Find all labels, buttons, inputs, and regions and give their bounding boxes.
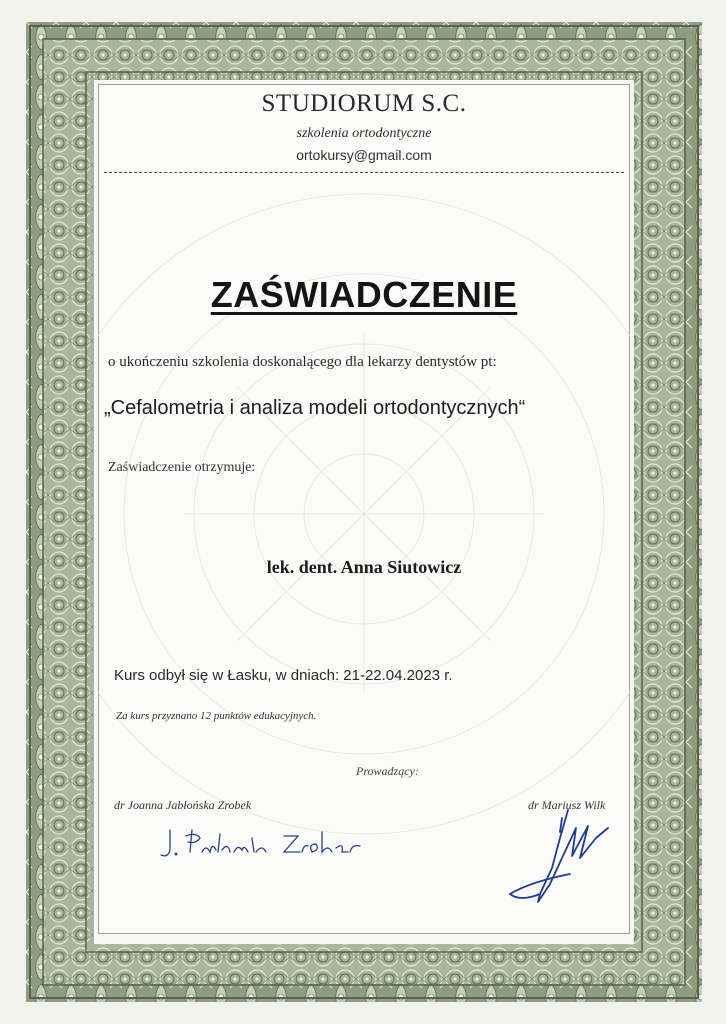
points-note: Za kurs przyznano 12 punktów edukacyjnych.: [116, 710, 317, 722]
certificate-title: ZAŚWIADCZENIE: [210, 274, 518, 315]
organization-subtitle: szkolenia ortodontyczne: [296, 126, 432, 141]
organization-email: ortokursy@gmail.com: [296, 147, 432, 163]
certificate-body: [98, 84, 630, 934]
organization-name: STUDIORUM S.C.: [261, 90, 467, 117]
certificate-intro: o ukończeniu szkolenia doskonalącego dla lekarzy dentystów pt:: [108, 354, 497, 370]
header-divider: [104, 172, 624, 173]
recipient-label: Zaświadczenie otrzymuje:: [108, 460, 256, 475]
signature-right: [500, 798, 620, 910]
signer-right-name: dr Mariusz Wilk: [528, 798, 606, 812]
recipient-name: lek. dent. Anna Siutowicz: [266, 557, 462, 577]
leaders-label: Prowadzący:: [356, 764, 419, 778]
course-place-dates: Kurs odbył się w Łasku, w dniach: 21-22.04.2023 r.: [114, 667, 453, 684]
signer-left-name: dr Joanna Jabłońska Zrobek: [114, 798, 252, 812]
course-name: „Cefalometria i analiza modeli ortodontycznych“: [104, 397, 526, 419]
signature-left: [156, 824, 366, 864]
